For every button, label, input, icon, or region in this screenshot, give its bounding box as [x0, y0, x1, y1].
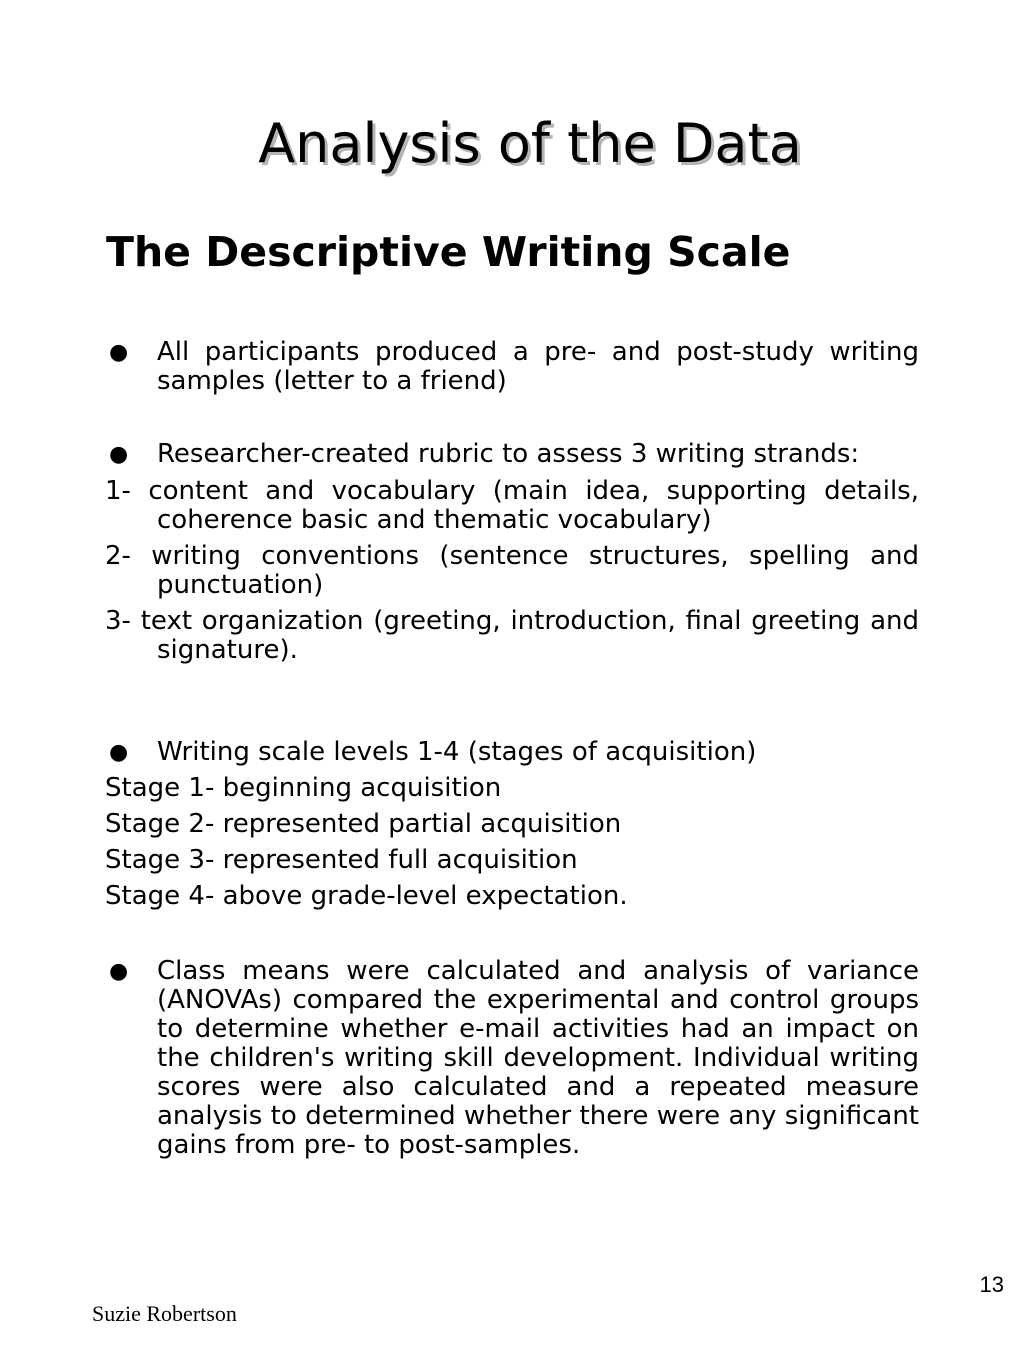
bullet-text: Researcher-created rubric to assess 3 writing strands:: [157, 439, 860, 469]
strand-item: 2- writing conventions (sentence structures, spelling and punctuation): [105, 541, 919, 600]
strand-item: 1- content and vocabulary (main idea, supporting details, coherence basic and thematic vocabulary): [105, 476, 919, 535]
section-heading: The Descriptive Writing Scale: [106, 228, 791, 276]
bullet-item: [105, 440, 919, 469]
bullet-item: [105, 338, 919, 396]
bullet-text: Writing scale levels 1-4 (stages of acquisition): [157, 737, 757, 767]
bullet-item: [105, 738, 919, 767]
stage-item: Stage 3- represented full acquisition: [105, 845, 578, 875]
stage-item: Stage 4- above grade-level expectation.: [105, 881, 628, 911]
page-title: Analysis of the Data: [258, 112, 802, 175]
strand-item: 3- text organization (greeting, introduction, final greeting and signature).: [105, 606, 919, 665]
bullet-icon: ●: [109, 340, 129, 365]
section-rubric: [105, 440, 919, 665]
section-scale-levels: [105, 738, 919, 911]
section-participants: [105, 338, 919, 396]
bullet-text: All participants produced a pre- and post-study writing samples (letter to a friend): [157, 337, 919, 396]
bullet-icon: ●: [109, 740, 129, 765]
footer-author: Suzie Robertson: [92, 1301, 237, 1326]
stage-item: Stage 1- beginning acquisition: [105, 773, 502, 803]
page-number: 13: [979, 1272, 1004, 1297]
section-analysis: [105, 957, 919, 1160]
bullet-icon: ●: [109, 442, 129, 467]
bullet-icon: ●: [109, 959, 129, 984]
bullet-item: [105, 957, 919, 1160]
stage-item: Stage 2- represented partial acquisition: [105, 809, 622, 839]
bullet-text: Class means were calculated and analysis of variance (ANOVAs) compared the experimental and control groups to determine whether e-mail activities had an impact on the children's writing skill development. Individual writing scores were also calculated and a repeated measure analysis to determined whether there were any significant gains from pre- to post-samples.: [157, 956, 919, 1160]
